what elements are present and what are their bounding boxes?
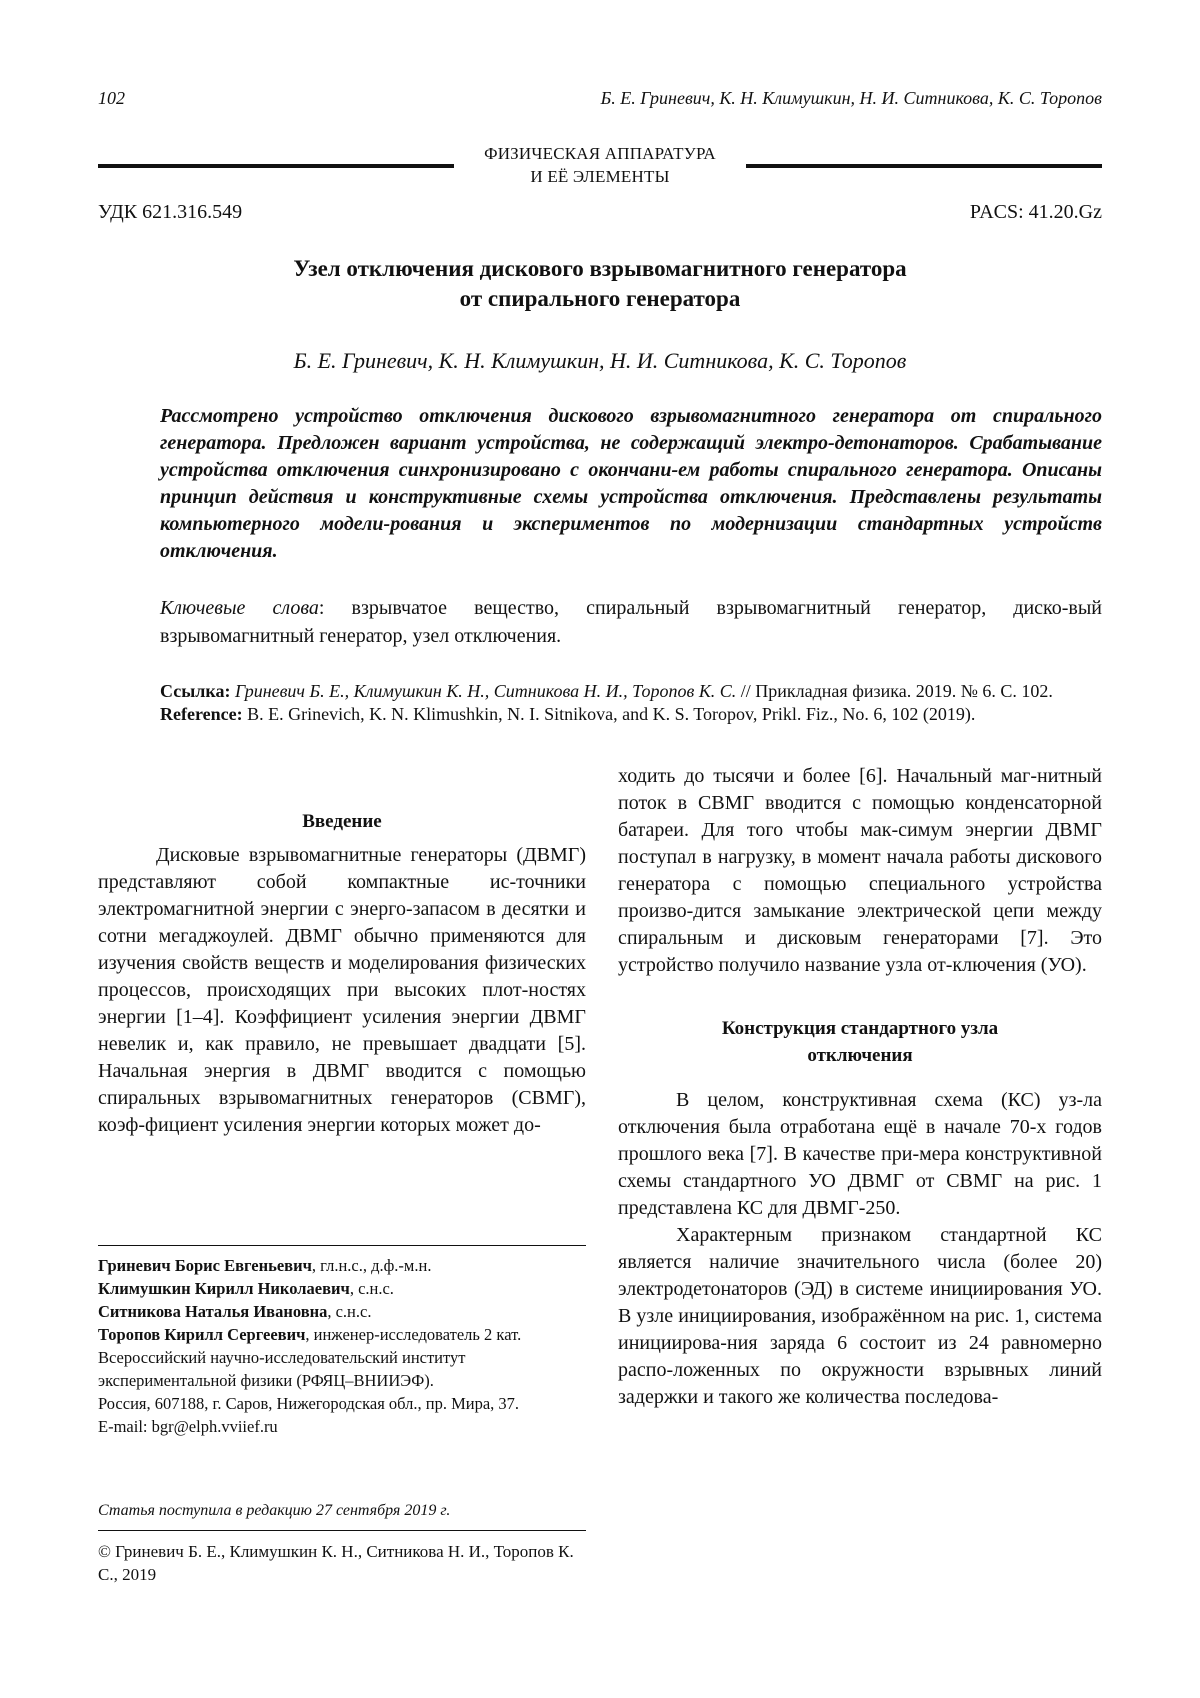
citation-block [160, 680, 1102, 726]
received-date: Статья поступила в редакцию 27 сентября 2019 г. [98, 1502, 451, 1519]
citation-ru-label: Ссылка: [160, 681, 231, 701]
citation-ru [160, 680, 1102, 703]
citation-en-label: Reference: [160, 704, 243, 724]
intro-paragraph: Дисковые взрывомагнитные генераторы (ДВМГ) представляют собой компактные ис-точники электромагнитной энергии с энерго-запасом в десятки и сотни мегаджоулей. ДВМГ обычно применяются для изучения свойств веществ и моделирования физических процессов, происходящих при высоких плот-ностях энергии [1–4]. Коэффициент усиления энергии ДВМГ невелик и, как правило, не превышает двадцати [5]. Начальная энергия в ДВМГ вводится с помощью спиральных взрывомагнитных генераторов (СВМГ), коэф-фициент усиления энергии которых может до- [98, 844, 586, 1136]
section-band [98, 140, 1102, 190]
article-authors: Б. Е. Гриневич, К. Н. Климушкин, Н. И. Ситникова, К. С. Торопов [293, 348, 907, 373]
section-rule-right [746, 164, 1102, 168]
author-4-name: Торопов Кирилл Сергеевич [98, 1325, 306, 1344]
intro-paragraph-continued: ходить до тысячи и более [6]. Начальный маг-нитный поток в СВМГ вводится с помощью конденсаторной батареи. Для того чтобы мак-симум энергии ДВМГ поступал в нагрузку, в момент начала работы дискового генератора с помощью специального устройства произво-дится замыкание электрической цепи между спиральным и дисковым генераторами [7]. Это устройство получило название узла от-ключения (УО). [618, 765, 1102, 976]
abstract: Рассмотрено устройство отключения дискового взрывомагнитного генератора от спирального генератора. Предложен вариант устройства, не содержащий электро-детонаторов. Срабатывание устройства отключения синхронизировано с окончани-ем работы спирального генератора. Описаны принцип действия и конструктивные схемы устройства отключения. Представлены результаты компьютерного модели-рования и экспериментов по модернизации стандартных устройств отключения. [160, 405, 1102, 562]
affiliation-address: Россия, 607188, г. Саров, Нижегородская обл., пр. Мира, 37. [98, 1394, 520, 1413]
pacs-code: PACS: 41.20.Gz [969, 201, 1102, 223]
construction-heading-line2: отключения [807, 1045, 913, 1066]
affiliation-author-1 [98, 1254, 586, 1277]
running-authors: Б. Е. Гриневич, К. Н. Климушкин, Н. И. Ситникова, К. С. Торопов [600, 88, 1102, 108]
page-number: 102 [98, 88, 125, 108]
affiliation-author-3 [98, 1300, 586, 1323]
affiliation-author-4 [98, 1323, 586, 1346]
citation-en-text: B. E. Grinevich, K. N. Klimushkin, N. I. Sitnikova, and K. S. Toropov, Prikl. Fiz., No. 6, 102 (2019). [242, 704, 976, 724]
keywords [160, 594, 1102, 650]
author-1-name: Гриневич Борис Евгеньевич [98, 1256, 312, 1275]
footnote-rule [98, 1245, 586, 1246]
affiliation-author-2 [98, 1277, 586, 1300]
section-label [454, 142, 746, 188]
section-label-line1: ФИЗИЧЕСКАЯ АППАРАТУРА [484, 144, 716, 163]
author-3-role: , с.н.с. [327, 1302, 372, 1321]
right-column [618, 765, 1102, 1411]
author-2-name: Климушкин Кирилл Николаевич [98, 1279, 350, 1298]
affiliation-email: E-mail: bgr@elph.vviief.ru [98, 1417, 278, 1436]
running-head [98, 88, 1102, 112]
keywords-text: : взрывчатое вещество, спиральный взрывомагнитный генератор, диско-вый взрывомагнитный генератор, узел отключения. [160, 597, 1103, 647]
author-3-name: Ситникова Наталья Ивановна [98, 1302, 328, 1321]
copyright-rule [98, 1530, 586, 1531]
udk-code: УДК 621.316.549 [98, 201, 243, 223]
section-rule-left [98, 164, 454, 168]
construction-paragraph-2: Характерным признаком стандартной КС является наличие значительного числа (более 20) электродетонаторов (ЭД) в системе инициирования УО. В узле инициирования, изображённом на рис. 1, система инициирова-ния заряда 6 состоит из 24 равномерно распо-ложенных по окружности взрывных линий задержки и такого же количества последова- [618, 1224, 1102, 1408]
left-column [98, 808, 586, 1139]
author-affiliations [98, 1254, 586, 1438]
copyright: © Гриневич Б. Е., Климушкин К. Н., Ситникова Н. И., Торопов К. С., 2019 [98, 1542, 574, 1584]
construction-heading-line1: Конструкция стандартного узла [721, 1018, 999, 1039]
section-label-line2: И ЕЁ ЭЛЕМЕНТЫ [530, 167, 670, 186]
article-title-line2: от спирального генератора [459, 286, 741, 311]
construction-heading [618, 1015, 1102, 1069]
construction-paragraph-1: В целом, конструктивная схема (КС) уз-ла отключения была отработана ещё в начале 70-х годов прошлого века [7]. В качестве при-мера конструктивной схемы стандартного УО ДВМГ от СВМГ на рис. 1 представлена КС для ДВМГ-250. [618, 1089, 1102, 1219]
affiliation-institute: Всероссийский научно-исследовательский институт экспериментальной физики (РФЯЦ–ВНИИЭФ). [98, 1348, 466, 1390]
article-title-line1: Узел отключения дискового взрывомагнитного генератора [293, 256, 907, 281]
author-2-role: , с.н.с. [349, 1279, 394, 1298]
article-title [98, 254, 1102, 314]
citation-en [160, 703, 1102, 726]
citation-ru-rest: // Прикладная физика. 2019. № 6. С. 102. [736, 681, 1053, 701]
citation-ru-authors: Гриневич Б. Е., Климушкин К. Н., Ситникова Н. И., Торопов К. С. [234, 681, 737, 701]
intro-heading: Введение [302, 811, 382, 832]
keywords-label: Ключевые слова [160, 597, 319, 619]
author-4-role: , инженер-исследователь 2 кат. [305, 1325, 522, 1344]
author-1-role: , гл.н.с., д.ф.-м.н. [311, 1256, 432, 1275]
